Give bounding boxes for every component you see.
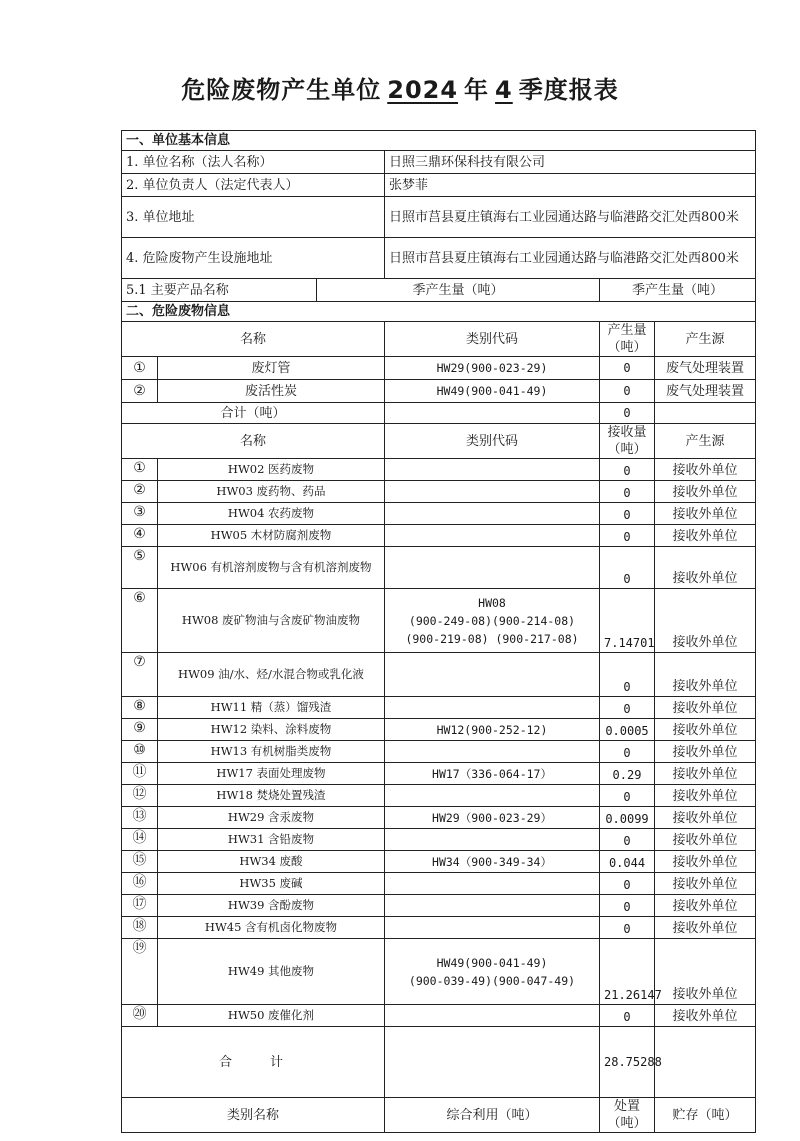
waste-code — [385, 503, 600, 525]
info-value: 日照市莒县夏庄镇海右工业园通达路与临港路交汇处西800米 — [385, 238, 756, 279]
waste-name: HW34 废酸 — [158, 851, 385, 873]
waste-name: HW18 焚烧处置残渣 — [158, 785, 385, 807]
waste-code: HW49(900-041-49) — [385, 380, 600, 403]
waste-amount: 0.0099 — [600, 807, 655, 829]
gen-header-row — [122, 322, 756, 357]
waste-name: HW13 有机树脂类废物 — [158, 741, 385, 763]
row-index: ⑫ — [122, 785, 158, 807]
waste-amount: 7.14701 — [600, 589, 655, 653]
waste-code — [385, 873, 600, 895]
row-index: ⑦ — [122, 653, 158, 697]
waste-code — [385, 481, 600, 503]
row-index: ③ — [122, 503, 158, 525]
report-title — [0, 70, 800, 105]
recv-waste-row — [122, 741, 756, 763]
recv-waste-row — [122, 503, 756, 525]
row-index: ⑩ — [122, 741, 158, 763]
waste-name: HW29 含汞废物 — [158, 807, 385, 829]
waste-source: 接收外单位 — [655, 785, 756, 807]
recv-waste-row — [122, 807, 756, 829]
waste-source: 接收外单位 — [655, 895, 756, 917]
section2-heading: 二、危险废物信息 — [122, 302, 756, 322]
col-header-category: 类别名称 — [122, 1098, 385, 1133]
waste-name: HW12 染料、涂料废物 — [158, 719, 385, 741]
waste-source: 接收外单位 — [655, 697, 756, 719]
info-value: 张梦菲 — [385, 174, 756, 197]
gen-total-label: 合计（吨） — [122, 403, 385, 424]
section1-heading: 一、单位基本信息 — [122, 131, 756, 151]
waste-amount: 0 — [600, 697, 655, 719]
report-table — [121, 130, 756, 1133]
waste-amount: 0 — [600, 357, 655, 380]
waste-name: 废活性炭 — [158, 380, 385, 403]
waste-name: HW45 含有机卤化物废物 — [158, 917, 385, 939]
waste-amount: 0 — [600, 785, 655, 807]
waste-code: HW12(900-252-12) — [385, 719, 600, 741]
row-index: ⑬ — [122, 807, 158, 829]
info-label: 2. 单位负责人（法定代表人） — [122, 174, 385, 197]
recv-waste-row — [122, 763, 756, 785]
col-header-amount: 产生量（吨） — [600, 322, 655, 357]
waste-source: 接收外单位 — [655, 807, 756, 829]
waste-amount: 0 — [600, 525, 655, 547]
product-qty-header-2: 季产生量（吨） — [600, 279, 756, 302]
waste-name: HW35 废碱 — [158, 873, 385, 895]
row-index: ⑤ — [122, 547, 158, 589]
waste-code — [385, 917, 600, 939]
waste-source: 接收外单位 — [655, 653, 756, 697]
title-suffix: 季度报表 — [518, 76, 619, 104]
gen-total-source-empty — [655, 403, 756, 424]
product-qty-header-1: 季产生量（吨） — [317, 279, 600, 302]
info-label: 4. 危险废物产生设施地址 — [122, 238, 385, 279]
waste-code — [385, 459, 600, 481]
waste-amount: 0 — [600, 459, 655, 481]
recv-total-source-empty — [655, 1027, 756, 1098]
row-index: ① — [122, 459, 158, 481]
recv-waste-row — [122, 785, 756, 807]
info-value: 日照市莒县夏庄镇海右工业园通达路与临港路交汇处西800米 — [385, 197, 756, 238]
disposal-header-row — [122, 1098, 756, 1133]
waste-name: HW39 含酚废物 — [158, 895, 385, 917]
gen-total-code-empty — [385, 403, 600, 424]
waste-amount: 0.044 — [600, 851, 655, 873]
waste-source: 接收外单位 — [655, 547, 756, 589]
title-year: 2024 — [387, 76, 459, 104]
row-index: ⑲ — [122, 939, 158, 1005]
title-quarter: 4 — [495, 76, 513, 104]
waste-code: HW08 (900-249-08)(900-214-08) (900-219-08) (900-217-08) — [385, 589, 600, 653]
recv-waste-row — [122, 873, 756, 895]
waste-source: 接收外单位 — [655, 873, 756, 895]
waste-source: 接收外单位 — [655, 589, 756, 653]
recv-waste-row — [122, 547, 756, 589]
recv-total-amount: 28.75288 — [600, 1027, 655, 1098]
col-header-source: 产生源 — [655, 322, 756, 357]
row-index: ⑧ — [122, 697, 158, 719]
waste-source: 接收外单位 — [655, 1005, 756, 1027]
waste-code: HW29（900-023-29） — [385, 807, 600, 829]
title-year-unit: 年 — [464, 76, 490, 104]
recv-waste-row — [122, 697, 756, 719]
row-index: ② — [122, 481, 158, 503]
waste-code: HW49(900-041-49) (900-039-49)(900-047-49) — [385, 939, 600, 1005]
waste-source: 接收外单位 — [655, 741, 756, 763]
row-index: ⑨ — [122, 719, 158, 741]
row-index: ② — [122, 380, 158, 403]
waste-source: 接收外单位 — [655, 763, 756, 785]
col-header-storage: 贮存（吨） — [655, 1098, 756, 1133]
waste-amount: 0 — [600, 741, 655, 763]
recv-header-row — [122, 424, 756, 459]
waste-name: HW06 有机溶剂废物与含有机溶剂废物 — [158, 547, 385, 589]
waste-source: 接收外单位 — [655, 503, 756, 525]
waste-name: HW02 医药废物 — [158, 459, 385, 481]
waste-source: 接收外单位 — [655, 525, 756, 547]
waste-amount: 0 — [600, 547, 655, 589]
waste-source: 接收外单位 — [655, 829, 756, 851]
row-index: ⑯ — [122, 873, 158, 895]
waste-code — [385, 697, 600, 719]
row-index: ⑮ — [122, 851, 158, 873]
col-header-amount: 接收量（吨） — [600, 424, 655, 459]
gen-total-row — [122, 403, 756, 424]
row-index: ⑥ — [122, 589, 158, 653]
recv-waste-row — [122, 459, 756, 481]
recv-waste-row — [122, 939, 756, 1005]
recv-waste-row — [122, 917, 756, 939]
recv-total-label: 合 计 — [122, 1027, 385, 1098]
waste-name: HW49 其他废物 — [158, 939, 385, 1005]
waste-code — [385, 653, 600, 697]
col-header-source: 产生源 — [655, 424, 756, 459]
waste-name: HW31 含铅废物 — [158, 829, 385, 851]
title-prefix: 危险废物产生单位 — [181, 76, 382, 104]
row-index: ⑰ — [122, 895, 158, 917]
waste-name: 废灯管 — [158, 357, 385, 380]
waste-amount: 0 — [600, 829, 655, 851]
waste-code: HW29(900-023-29) — [385, 357, 600, 380]
row-index: ④ — [122, 525, 158, 547]
waste-amount: 0 — [600, 653, 655, 697]
waste-amount: 0 — [600, 503, 655, 525]
info-label: 3. 单位地址 — [122, 197, 385, 238]
col-header-name: 名称 — [122, 322, 385, 357]
product-row — [122, 279, 756, 302]
waste-source: 接收外单位 — [655, 481, 756, 503]
waste-name: HW11 精（蒸）馏残渣 — [158, 697, 385, 719]
waste-name: HW08 废矿物油与含废矿物油废物 — [158, 589, 385, 653]
waste-code — [385, 525, 600, 547]
waste-code — [385, 741, 600, 763]
waste-source: 接收外单位 — [655, 459, 756, 481]
waste-code: HW34（900-349-34） — [385, 851, 600, 873]
recv-waste-row — [122, 525, 756, 547]
recv-waste-row — [122, 589, 756, 653]
waste-source: 废气处理装置 — [655, 357, 756, 380]
row-index: ⑱ — [122, 917, 158, 939]
recv-waste-row — [122, 829, 756, 851]
waste-name: HW04 农药废物 — [158, 503, 385, 525]
waste-amount: 0 — [600, 873, 655, 895]
info-label: 1. 单位名称（法人名称） — [122, 151, 385, 174]
gen-total-amount: 0 — [600, 403, 655, 424]
waste-code — [385, 547, 600, 589]
row-index: ① — [122, 357, 158, 380]
row-index: ⑪ — [122, 763, 158, 785]
waste-name: HW05 木材防腐剂废物 — [158, 525, 385, 547]
product-label: 5.1 主要产品名称 — [122, 279, 317, 302]
info-row-address — [122, 197, 756, 238]
recv-total-code-empty — [385, 1027, 600, 1098]
waste-amount: 0 — [600, 895, 655, 917]
waste-name: HW03 废药物、药品 — [158, 481, 385, 503]
waste-name: HW50 废催化剂 — [158, 1005, 385, 1027]
recv-waste-row — [122, 1005, 756, 1027]
waste-code: HW17（336-064-17） — [385, 763, 600, 785]
recv-waste-row — [122, 851, 756, 873]
info-row-legal-rep — [122, 174, 756, 197]
recv-waste-row — [122, 895, 756, 917]
waste-amount: 0 — [600, 481, 655, 503]
waste-source: 接收外单位 — [655, 851, 756, 873]
recv-waste-row — [122, 719, 756, 741]
waste-amount: 21.26147 — [600, 939, 655, 1005]
col-header-code: 类别代码 — [385, 424, 600, 459]
gen-waste-row — [122, 357, 756, 380]
waste-amount: 0 — [600, 917, 655, 939]
info-row-facility-address — [122, 238, 756, 279]
recv-total-row — [122, 1027, 756, 1098]
waste-code — [385, 1005, 600, 1027]
gen-waste-row — [122, 380, 756, 403]
col-header-name: 名称 — [122, 424, 385, 459]
waste-code — [385, 785, 600, 807]
waste-source: 废气处理装置 — [655, 380, 756, 403]
col-header-utilization: 综合利用（吨） — [385, 1098, 600, 1133]
recv-waste-row — [122, 481, 756, 503]
col-header-code: 类别代码 — [385, 322, 600, 357]
recv-waste-row — [122, 653, 756, 697]
waste-code — [385, 895, 600, 917]
waste-source: 接收外单位 — [655, 939, 756, 1005]
row-index: ⑳ — [122, 1005, 158, 1027]
col-header-disposal: 处置（吨） — [600, 1098, 655, 1133]
waste-source: 接收外单位 — [655, 917, 756, 939]
waste-amount: 0.29 — [600, 763, 655, 785]
waste-amount: 0.0005 — [600, 719, 655, 741]
waste-code — [385, 829, 600, 851]
info-value: 日照三鼎环保科技有限公司 — [385, 151, 756, 174]
info-row-name — [122, 151, 756, 174]
waste-source: 接收外单位 — [655, 719, 756, 741]
waste-name: HW17 表面处理废物 — [158, 763, 385, 785]
waste-name: HW09 油/水、烃/水混合物或乳化液 — [158, 653, 385, 697]
waste-amount: 0 — [600, 1005, 655, 1027]
waste-amount: 0 — [600, 380, 655, 403]
row-index: ⑭ — [122, 829, 158, 851]
